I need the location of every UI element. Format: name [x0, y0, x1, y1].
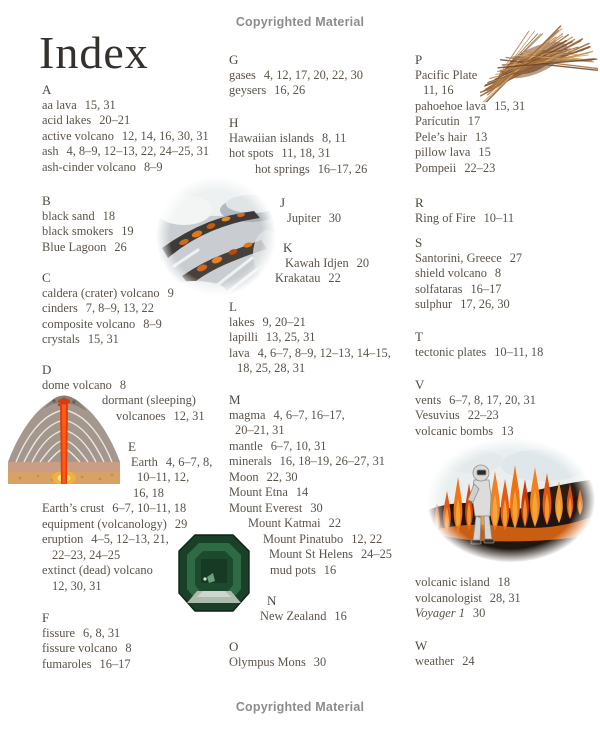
index-entry-pages: 6–7, 10, 31	[270, 438, 327, 453]
index-entry	[415, 266, 522, 282]
index-entry-term: volcanoes	[116, 408, 166, 423]
index-entry-term: caldera (crater) volcano	[42, 285, 160, 300]
index-entry	[42, 301, 174, 317]
index-entry-pages: 12, 14, 16, 30, 31	[121, 128, 209, 143]
index-entry	[42, 517, 212, 533]
index-entry-pages: 19	[121, 224, 134, 238]
index-entry-term: Ring of Fire	[415, 210, 476, 225]
index-entry-term: Parícutin	[415, 114, 460, 128]
index-entry-term: ash	[42, 144, 59, 158]
index-entry	[415, 606, 521, 622]
index-entry	[415, 393, 536, 409]
index-entry	[415, 251, 522, 267]
index-entry-term: shield volcano	[415, 266, 487, 280]
index-entry-pages: 11, 18, 31	[281, 146, 331, 160]
index-entry-pages: 4, 8–9, 12–13, 22, 24–25, 31	[66, 144, 210, 158]
index-section-j	[227, 195, 341, 226]
index-entry	[42, 98, 209, 114]
index-entry	[415, 297, 522, 313]
index-letter-heading: L	[229, 299, 237, 314]
index-entry-term: gases	[229, 67, 256, 82]
index-entry-term: dome volcano	[42, 377, 112, 392]
index-letter-heading: H	[229, 115, 239, 130]
index-entry	[42, 286, 174, 302]
index-entry-term: 11, 16	[423, 83, 454, 97]
index-entry-pages: 7, 8–9, 13, 22	[85, 301, 154, 315]
index-entry	[415, 424, 536, 440]
index-entry	[415, 114, 525, 130]
index-entry	[263, 532, 392, 548]
index-entry-term: lava	[229, 345, 250, 360]
index-entry-pages: 27	[509, 250, 523, 265]
index-entry	[229, 330, 391, 346]
index-entry	[270, 563, 392, 579]
index-entry-term: Krakatau	[275, 271, 321, 285]
index-entry	[415, 654, 475, 670]
index-section-b	[40, 193, 134, 255]
index-entry	[229, 131, 367, 147]
index-entry-term: fissure	[42, 625, 76, 640]
index-entry-pages: 30	[313, 654, 327, 669]
index-entry-term: Hawaiian islands	[229, 130, 314, 145]
index-entry	[415, 68, 525, 84]
index-entry-term: Jupiter	[287, 210, 321, 225]
index-entry-pages: 4, 6–7, 16–17,	[273, 407, 345, 422]
index-entry-pages: 22–23	[467, 408, 499, 422]
index-entry-pages: 4, 12, 17, 20, 22, 30	[263, 67, 363, 82]
index-entry-term: pahoehoe lava	[415, 98, 487, 113]
index-entry	[42, 160, 209, 176]
index-letter-heading: G	[229, 52, 239, 67]
index-letter-heading: E	[128, 439, 136, 454]
index-entry	[137, 470, 212, 486]
index-entry-term: volcanic island	[415, 575, 490, 589]
index-entry-term: Mount St Helens	[269, 547, 353, 561]
index-entry	[42, 626, 132, 642]
index-entry-term: ash-cinder volcano	[42, 159, 136, 174]
index-letter-heading: T	[415, 329, 423, 344]
index-entry-pages: 6, 8, 31	[83, 625, 121, 640]
index-entry-term: active volcano	[42, 128, 114, 143]
index-entry	[237, 361, 391, 377]
index-entry-term: extinct (dead) volcano	[42, 563, 153, 577]
index-entry-pages: 8–9	[143, 159, 163, 174]
index-entry-term: weather	[415, 653, 455, 668]
index-entry-term: equipment (volcanology)	[42, 516, 167, 531]
index-entry-pages: 22	[328, 271, 341, 285]
index-entry	[42, 209, 134, 225]
index-entry	[116, 409, 205, 425]
index-entry	[423, 83, 525, 99]
index-entry	[229, 83, 363, 99]
index-entry	[133, 486, 212, 502]
index-entry-pages: 16	[334, 608, 347, 623]
index-entry-term: 20–21, 31	[235, 423, 285, 437]
index-entry-term: Santorini, Greece	[415, 250, 502, 265]
volcanologist-illustration	[425, 437, 597, 565]
index-entry-term: lapilli	[229, 330, 258, 344]
index-entry-term: geysers	[229, 83, 267, 97]
index-entry-term: magma	[229, 407, 266, 422]
index-entry	[415, 575, 521, 591]
index-entry-term: mud pots	[270, 562, 316, 577]
index-entry	[229, 408, 392, 424]
index-entry-pages: 22–23	[464, 160, 496, 175]
index-letter-heading: B	[42, 193, 51, 208]
index-entry	[42, 240, 134, 256]
index-entry	[235, 423, 392, 439]
index-entry-term: acid lakes	[42, 113, 92, 127]
index-section-l	[227, 299, 391, 377]
index-entry-pages: 6–7, 8, 17, 20, 31	[449, 392, 536, 407]
copyright-banner-bottom: Copyrighted Material	[235, 700, 365, 714]
index-letter-heading: R	[415, 195, 424, 210]
index-letter-heading: O	[229, 639, 239, 654]
index-letter-heading: V	[415, 377, 425, 392]
index-entry	[255, 162, 367, 178]
index-entry	[229, 146, 367, 162]
index-entry-pages: 14	[295, 485, 309, 499]
index-entry	[415, 591, 521, 607]
index-entry-pages: 30	[310, 500, 323, 515]
index-section-d	[40, 362, 205, 424]
index-section-continued	[413, 575, 521, 622]
index-entry-term: solfataras	[415, 281, 463, 296]
index-entry	[42, 657, 132, 673]
index-entry-term: mantle	[229, 438, 263, 453]
index-entry	[287, 211, 341, 227]
index-entry-pages: 18	[102, 208, 116, 223]
index-entry-term: dormant (sleeping)	[102, 393, 196, 407]
index-letter-heading: K	[283, 240, 293, 255]
index-letter-heading: D	[42, 362, 52, 377]
index-entry-term: Blue Lagoon	[42, 239, 107, 254]
index-entry	[42, 378, 205, 394]
index-letter-heading: P	[415, 52, 423, 67]
index-entry-pages: 13	[501, 423, 514, 438]
index-section-o	[227, 639, 326, 670]
index-entry	[415, 211, 514, 227]
index-entry-pages: 8	[119, 377, 127, 392]
index-entry-term: 10–11, 12,	[137, 470, 190, 484]
index-entry-term: Moon	[229, 469, 259, 484]
index-entry-term: Mount Everest	[229, 500, 303, 515]
index-entry	[415, 145, 525, 161]
index-section-g	[227, 52, 363, 99]
index-entry	[229, 501, 392, 517]
index-entry-term: Earth	[131, 454, 158, 469]
index-entry-pages: 16–17, 26	[317, 161, 368, 176]
index-entry-term: Kawah Idjen	[285, 255, 349, 270]
index-entry-term: Mount Pinatubo	[263, 531, 344, 546]
index-entry	[102, 393, 205, 409]
index-entry-term: Earth’s crust	[42, 501, 105, 515]
index-entry-term: lakes	[229, 314, 255, 329]
copyright-banner-top: Copyrighted Material	[235, 15, 365, 29]
index-entry-term: minerals	[229, 454, 272, 468]
index-entry	[42, 317, 174, 333]
index-entry-term: 18, 25, 28, 31	[237, 361, 306, 375]
index-entry-term: composite volcano	[42, 316, 136, 331]
index-entry-pages: 17, 26, 30	[460, 297, 510, 311]
index-entry	[42, 501, 212, 517]
index-entry-term: 16, 18	[133, 485, 164, 500]
index-entry-term: crystals	[42, 332, 80, 346]
index-entry	[415, 161, 525, 177]
index-entry-pages: 20	[356, 255, 370, 270]
index-entry-term: volcanic bombs	[415, 423, 494, 438]
index-entry-pages: 16, 18–19, 26–27, 31	[279, 454, 385, 468]
index-section-s	[413, 235, 522, 313]
index-entry	[229, 346, 391, 362]
index-entry	[229, 68, 363, 84]
page-title: Index	[39, 27, 149, 78]
index-entry-pages: 15, 31	[87, 332, 119, 346]
index-entry-pages: 22, 30	[266, 469, 298, 484]
index-entry	[42, 641, 132, 657]
index-entry	[42, 532, 212, 548]
index-entry-term: Pompeii	[415, 160, 457, 175]
index-entry-pages: 12, 31	[173, 408, 205, 423]
index-entry-term: Olympus Mons	[229, 654, 306, 669]
index-entry-pages: 26	[114, 239, 127, 254]
index-entry	[229, 315, 391, 331]
index-entry	[415, 345, 543, 361]
index-entry-term: fumaroles	[42, 656, 92, 671]
index-entry-term: Mount Etna	[229, 485, 288, 499]
index-letter-heading: N	[267, 593, 277, 608]
index-entry	[229, 470, 392, 486]
index-entry-term: black sand	[42, 208, 95, 223]
index-entry-pages: 16–17	[470, 281, 502, 296]
index-entry	[42, 144, 209, 160]
index-entry-pages: 8	[125, 641, 132, 655]
index-entry-pages: 15, 31	[494, 98, 526, 113]
index-entry-pages: 30	[472, 606, 486, 620]
index-entry-term: New Zealand	[260, 608, 327, 623]
index-entry	[229, 485, 392, 501]
index-entry-term: 22–23, 24–25	[52, 547, 121, 562]
index-entry-pages: 9	[167, 285, 174, 300]
index-entry-pages: 15	[478, 145, 491, 159]
index-entry-pages: 13, 25, 31	[265, 330, 316, 344]
index-entry-term: aa lava	[42, 97, 77, 112]
index-entry	[42, 563, 212, 579]
index-entry-term: pillow lava	[415, 145, 471, 159]
index-entry	[52, 548, 212, 564]
index-entry-pages: 4, 6–7, 8,	[165, 454, 213, 469]
index-section-a	[40, 82, 209, 175]
index-letter-heading: S	[415, 235, 423, 250]
index-entry-term: tectonic plates	[415, 344, 487, 359]
index-entry-pages: 6–7, 10–11, 18	[112, 501, 187, 515]
index-entry	[275, 271, 369, 287]
index-entry-pages: 4, 6–7, 8–9, 12–13, 14–15,	[257, 345, 391, 360]
index-entry-pages: 22	[328, 516, 342, 530]
index-section-v	[413, 377, 536, 439]
index-entry-pages: 8, 11	[322, 130, 347, 145]
index-entry	[415, 282, 522, 298]
index-entry-pages: 8–9	[143, 316, 162, 331]
index-section-h	[227, 115, 367, 177]
index-letter-heading: W	[415, 638, 428, 653]
index-entry-pages: 9, 20–21	[262, 314, 306, 329]
index-entry-pages: 20–21	[99, 113, 131, 127]
index-letter-heading: A	[42, 82, 52, 97]
index-letter-heading: C	[42, 270, 51, 285]
index-entry-pages: 28, 31	[489, 590, 521, 605]
index-entry	[42, 224, 134, 240]
index-entry	[415, 408, 536, 424]
index-entry	[415, 99, 525, 115]
index-entry-term: cinders	[42, 301, 78, 315]
index-entry-term: Pacific Plate	[415, 67, 478, 82]
index-section-r	[413, 195, 514, 226]
index-section-c	[40, 270, 174, 348]
index-entry-pages: 24	[462, 653, 475, 668]
index-section-e	[40, 439, 212, 594]
index-entry	[42, 332, 174, 348]
index-entry	[52, 579, 212, 595]
index-entry	[248, 516, 392, 532]
index-entry-pages: 18	[497, 575, 511, 589]
index-entry	[260, 609, 347, 625]
index-section-p	[413, 52, 525, 176]
index-entry-term: Voyager 1	[415, 606, 465, 620]
index-entry-pages: 10–11	[483, 210, 515, 225]
index-entry	[229, 454, 392, 470]
index-letter-heading: J	[280, 195, 286, 210]
index-entry-term: eruption	[42, 532, 84, 546]
index-section-t	[413, 329, 543, 360]
index-entry	[415, 130, 525, 146]
index-entry-pages: 8	[494, 266, 502, 280]
index-entry-pages: 24–25	[360, 547, 392, 561]
index-section-f	[40, 610, 132, 672]
index-entry	[269, 547, 392, 563]
index-entry-term: Mount Katmai	[248, 516, 321, 530]
index-section-m	[227, 392, 392, 578]
index-entry-term: hot spots	[229, 146, 274, 160]
index-entry	[42, 113, 209, 129]
index-entry-term: sulphur	[415, 297, 453, 311]
index-entry-pages: 16	[323, 562, 337, 577]
index-entry-term: vents	[415, 392, 442, 407]
index-entry	[229, 439, 392, 455]
index-entry-pages: 10–11, 18	[494, 344, 544, 359]
index-entry-term: Pele’s hair	[415, 129, 467, 144]
index-entry	[42, 129, 209, 145]
index-letter-heading: M	[229, 392, 241, 407]
index-section-w	[413, 638, 475, 669]
volcanologist-photo	[425, 437, 597, 565]
index-entry-term: Vesuvius	[415, 408, 460, 422]
index-entry	[131, 455, 212, 471]
index-entry-term: fissure volcano	[42, 641, 118, 655]
index-entry-pages: 13	[474, 129, 488, 144]
index-entry-pages: 4–5, 12–13, 21,	[91, 532, 169, 546]
index-letter-heading: F	[42, 610, 50, 625]
index-entry-term: volcanologist	[415, 590, 482, 605]
index-section-k	[227, 240, 369, 287]
index-entry-pages: 30	[328, 210, 342, 225]
index-entry-pages: 17	[467, 114, 481, 128]
index-entry-pages: 29	[174, 516, 188, 531]
index-entry-pages: 16, 26	[274, 83, 306, 97]
index-entry-term: 12, 30, 31	[52, 578, 102, 593]
index-section-n	[227, 593, 347, 624]
index-entry	[229, 655, 326, 671]
index-entry-term: black smokers	[42, 224, 114, 238]
index-entry-term: hot springs	[255, 161, 310, 176]
index-entry-pages: 16–17	[99, 656, 131, 671]
index-entry	[285, 256, 369, 272]
index-entry-pages: 15, 31	[84, 97, 116, 112]
index-entry-pages: 12, 22	[351, 531, 383, 546]
